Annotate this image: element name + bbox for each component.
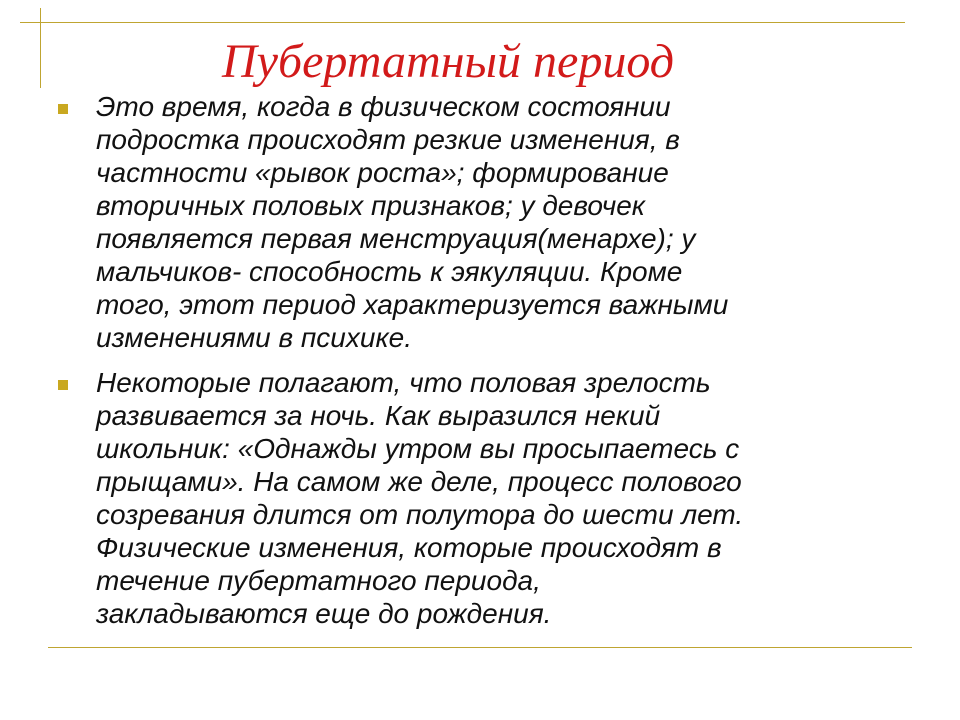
square-bullet-icon [58, 380, 68, 390]
bullet-text-2: Некоторые полагают, что половая зрелость развивается за ночь. Как выразился некий школьник: «Однажды утром вы просыпаетесь с прыщами». На самом же деле, процесс полового созревания длится от полутора до шести лет. Физические изменения, которые происходят в течение пубертатного периода, закладываются еще до рождения. [96, 367, 744, 629]
bullet-item-2 [58, 366, 918, 630]
bullet-list [58, 90, 918, 642]
bottom-divider-line [48, 647, 912, 648]
bullet-item-1 [58, 90, 918, 354]
bullet-text-1: Это время, когда в физическом состоянии подростка происходят резкие изменения, в частности «рывок роста»; формирование вторичных половых признаков; у девочек появляется первая менструация(менархе); у мальчиков- способность к эякуляции. Кроме того, этот период характеризуется важными изменениями в психике. [96, 91, 729, 353]
top-divider-line [20, 22, 905, 23]
slide-title: Пубертатный период [222, 35, 674, 88]
square-bullet-icon [58, 104, 68, 114]
left-divider-line [40, 8, 41, 88]
